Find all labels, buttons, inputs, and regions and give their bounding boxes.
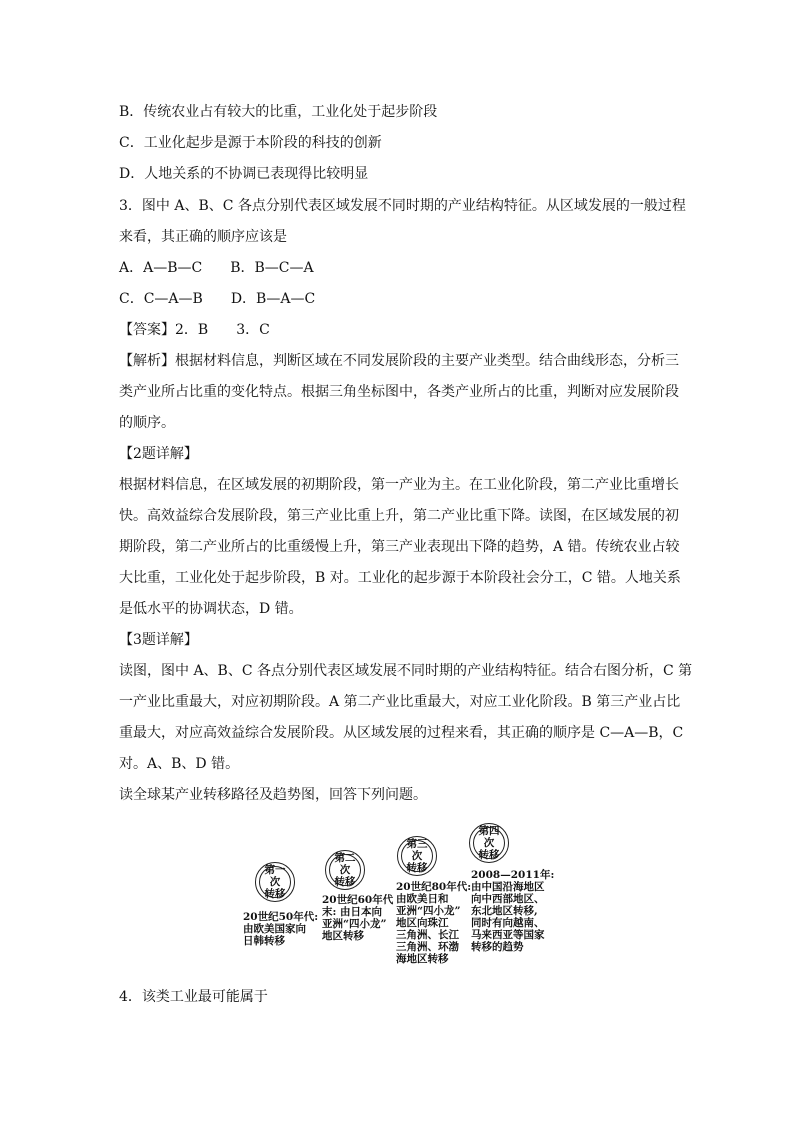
question-3: 3．图中 A、B、C 各点分别代表区域发展不同时期的产业结构特征。从区域发展的一般过程 [119, 198, 686, 214]
stage-3-badge [397, 836, 437, 876]
stage-3-desc-line: 由欧美日和 [396, 893, 449, 905]
stage-4-description [471, 869, 554, 953]
q2-detail-heading: 【2题详解】 [119, 446, 198, 462]
option-b: B．传统农业占有较大的比重，工业化处于起步阶段 [119, 104, 438, 120]
answer: 【答案】2．B 3．C [119, 322, 270, 338]
stage-3-title-1: 第三次 [406, 838, 428, 862]
analysis-line-2: 类产业所占比重的变化特点。根据三角坐标图中，各类产业所占的比重，判断对应发展阶段 [119, 384, 679, 400]
q2-detail-line-2: 快。高效益综合发展阶段，第三产业比重上升，第二产业比重下降。读图，在区域发展的初 [119, 508, 679, 524]
stage-3-desc-line: 海地区转移 [396, 953, 449, 965]
question-4: 4．该类工业最可能属于 [119, 989, 268, 1005]
stage-2-desc-line: 地区转移 [322, 930, 364, 942]
stage-2-desc-line: 末: 由日本向 [322, 906, 383, 918]
stage-4-desc-line: 转移的趋势 [471, 941, 524, 953]
option-c: C．工业化起步是源于本阶段的科技的创新 [119, 135, 382, 151]
reading-prompt: 读全球某产业转移路径及趋势图，回答下列问题。 [119, 787, 427, 803]
stage-3-title-2: 转移 [406, 862, 428, 874]
analysis-line-3: 的顺序。 [119, 415, 175, 431]
stage-4-desc-line: 2008—2011年: [471, 869, 555, 881]
option-d: D．人地关系的不协调已表现得比较明显 [119, 166, 369, 182]
analysis: 【解析】根据材料信息，判断区域在不同发展阶段的主要产业类型。结合曲线形态，分析三 [119, 353, 679, 369]
stage-1-badge [255, 862, 295, 902]
stage-4-desc-line: 由中国沿海地区 [471, 881, 545, 893]
question-3-cont: 来看，其正确的顺序应该是 [119, 229, 287, 245]
stage-3-desc-line: 三角洲、环渤 [396, 941, 459, 953]
stage-1-title-2: 转移 [264, 888, 286, 900]
q3-options-ab: A．A—B—C B．B—C—A [119, 260, 314, 276]
stage-1-desc-line: 20世纪50年代: [243, 911, 319, 923]
q3-detail-heading: 【3题详解】 [119, 632, 198, 648]
stage-1-desc-line: 日韩转移 [243, 935, 285, 947]
stage-1-description [243, 911, 318, 947]
stage-4-desc-line: 同时有向越南、 [471, 917, 545, 929]
q3-detail-line-1: 读图，图中 A、B、C 各点分别代表区域发展不同时期的产业结构特征。结合右图分析，C 第 [119, 663, 693, 679]
stage-4-desc-line: 东北地区转移, [471, 905, 538, 917]
q3-options-cd: C．C—A—B D．B—A—C [119, 291, 316, 307]
q3-detail-line-3: 重最大，对应高效益综合发展阶段。从区域发展的过程来看，其正确的顺序是 C—A—B，C [119, 725, 684, 741]
q2-detail-line-3: 期阶段，第二产业所占的比重缓慢上升，第三产业表现出下降的趋势，A 错。传统农业占较 [119, 539, 680, 555]
stage-4-title-2: 转移 [478, 849, 500, 861]
stage-2-badge [325, 850, 365, 890]
stage-1-title-1: 第一次 [264, 864, 286, 888]
q2-detail-line-1: 根据材料信息，在区域发展的初期阶段，第一产业为主。在工业化阶段，第二产业比重增长 [119, 477, 679, 493]
stage-3-desc-line: 亚洲“四小龙” [396, 905, 461, 917]
stage-3-desc-line: 地区向珠江 [396, 917, 449, 929]
q3-detail-line-4: 对。A、B、D 错。 [119, 756, 240, 772]
q3-detail-line-2: 一产业比重最大，对应初期阶段。A 第二产业比重最大，对应工业化阶段。B 第三产业占比 [119, 694, 681, 710]
stage-4-desc-line: 向中西部地区、 [471, 893, 545, 905]
stage-2-title-1: 第二次 [334, 852, 356, 876]
stage-1-desc-line: 由欧美国家向 [243, 923, 306, 935]
stage-3-desc-line: 三角洲、长江 [396, 929, 459, 941]
stage-4-desc-line: 马来西亚等国家 [471, 929, 545, 941]
stage-2-desc-line: 20世纪60年代 [322, 894, 394, 906]
stage-2-desc-line: 亚洲“四小龙” [322, 918, 387, 930]
stage-2-title-2: 转移 [334, 876, 356, 888]
q2-detail-line-4: 大比重，工业化处于起步阶段，B 对。工业化的起步源于本阶段社会分工，C 错。人地关系 [119, 570, 681, 586]
stage-2-description [322, 894, 393, 942]
q2-detail-line-5: 是低水平的协调状态，D 错。 [119, 601, 303, 617]
stage-4-badge [469, 823, 509, 863]
stage-3-description [396, 881, 471, 965]
stage-4-title-1: 第四次 [478, 825, 500, 849]
stage-3-desc-line: 20世纪80年代: [396, 881, 472, 893]
